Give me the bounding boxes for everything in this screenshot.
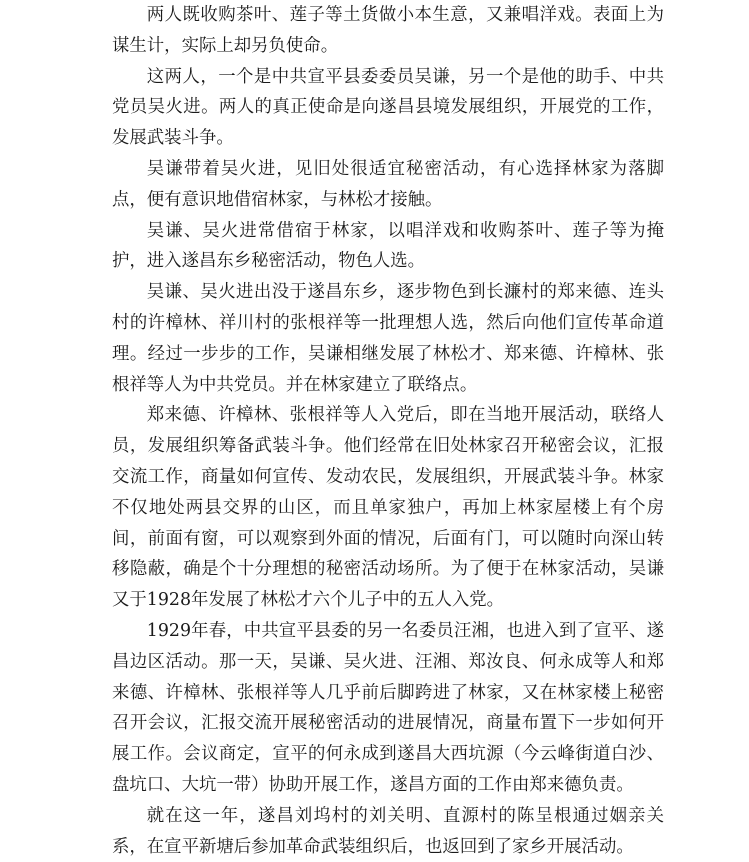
paragraph-1: 两人既收购茶叶、莲子等土货做小本生意，又兼唱洋戏。表面上为谋生计，实际上却另负使命。 — [112, 5, 664, 56]
paragraph-5: 吴谦、吴火进出没于遂昌东乡，逐步物色到长濂村的郑来德、连头村的许樟林、祥川村的张根祥等一批理想人选，然后向他们宣传革命道理。经过一步步的工作，吴谦相继发展了林松才、郑来德、许樟林、张根祥等人为中共党员。并在林家建立了联络点。 — [112, 282, 664, 395]
paragraph-8: 就在这一年，遂昌刘坞村的刘关明、直源村的陈呈根通过姻亲关系，在宣平新塘后参加革命武装组织后，也返回到了家乡开展活动。 — [112, 805, 664, 857]
paragraph-2: 这两人，一个是中共宣平县委委员吴谦，另一个是他的助手、中共党员吴火进。两人的真正使命是向遂昌县境发展组织，开展党的工作，发展武装斗争。 — [112, 66, 664, 149]
body-text — [112, 0, 664, 862]
paragraph-4: 吴谦、吴火进常借宿于林家，以唱洋戏和收购茶叶、莲子等为掩护，进入遂昌东乡秘密活动，物色人选。 — [112, 220, 664, 272]
document-page — [112, 0, 664, 862]
paragraph-6: 郑来德、许樟林、张根祥等人入党后，即在当地开展活动，联络人员，发展组织筹备武装斗争。他们经常在旧处林家召开秘密会议，汇报交流工作，商量如何宣传、发动农民，发展组织，开展武装斗争。林家不仅地处两县交界的山区，而且单家独户，再加上林家屋楼上有个房间，前面有窗，可以观察到外面的情况，后面有门，可以随时向深山转移隐蔽，确是个十分理想的秘密活动场所。为了便于在林家活动，吴谦又于1928年发展了林松才六个儿子中的五人入党。 — [112, 405, 664, 611]
paragraph-7: 1929年春，中共宣平县委的另一名委员汪湘，也进入到了宣平、遂昌边区活动。那一天，吴谦、吴火进、汪湘、郑汝良、何永成等人和郑来德、许樟林、张根祥等人几乎前后脚跨进了林家，又在林家楼上秘密召开会议，汇报交流开展秘密活动的进展情况，商量布置下一步如何开展工作。会议商定，宣平的何永成到遂昌大西坑源（今云峰街道白沙、盘坑口、大坑一带）协助开展工作，遂昌方面的工作由郑来德负责。 — [112, 620, 664, 795]
paragraph-3: 吴谦带着吴火进，见旧处很适宜秘密活动，有心选择林家为落脚点，便有意识地借宿林家，与林松才接触。 — [112, 158, 664, 210]
